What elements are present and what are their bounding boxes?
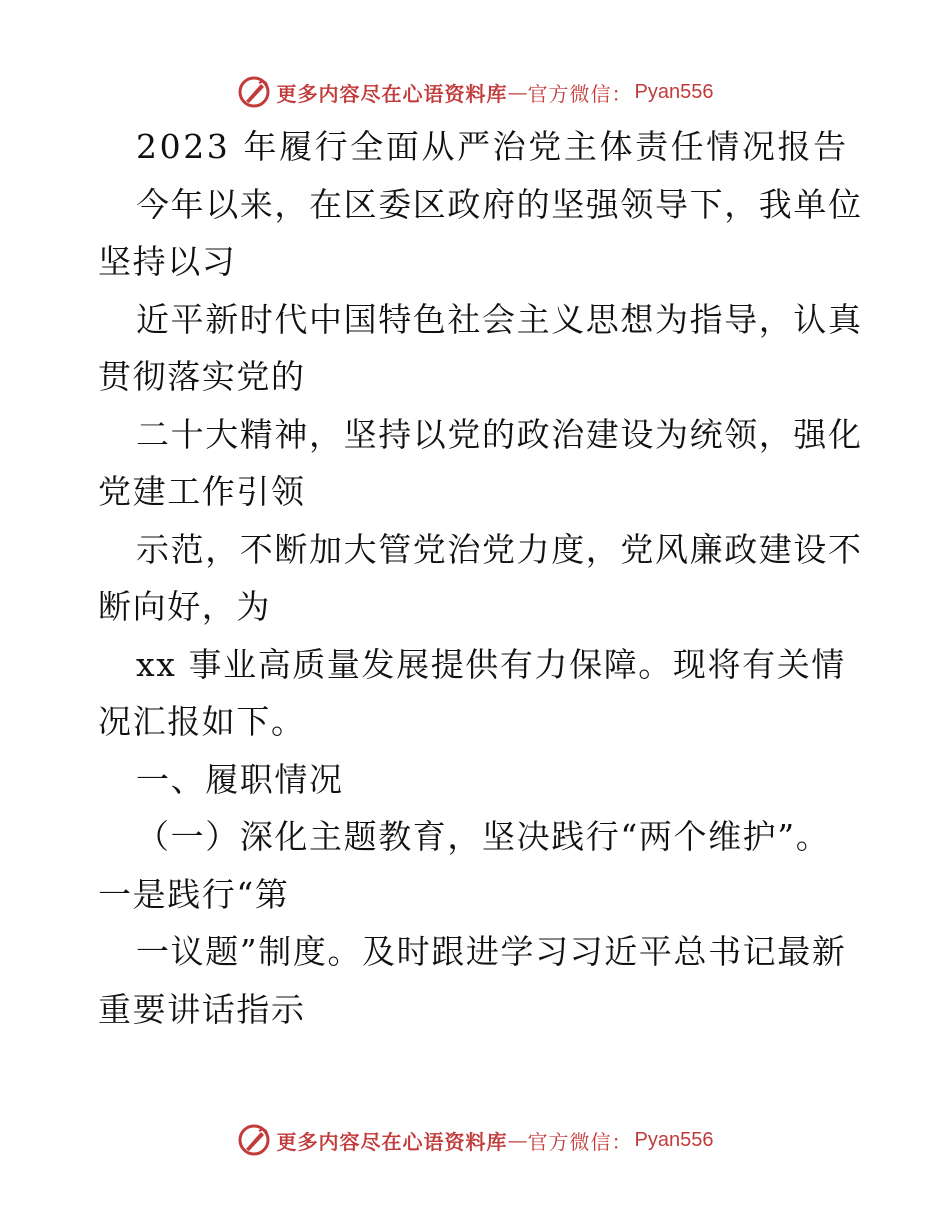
paragraph-line: 重要讲话指示: [98, 989, 306, 1029]
document-body: [98, 118, 863, 1038]
paragraph-line: 一议题”制度。及时跟进学习习近平总书记最新: [136, 932, 847, 971]
watermark-wechat-id: Pyan556: [634, 80, 714, 103]
paragraph-line: xx 事业高质量发展提供有力保障。现将有关情: [136, 644, 846, 684]
paragraph-line: 党建工作引领: [98, 472, 306, 511]
paragraph-line: 二十大精神，坚持以党的政治建设为统领，强化: [136, 414, 863, 454]
paragraph-line: 一是践行“第: [98, 874, 290, 914]
watermark-dash: —: [507, 80, 528, 104]
watermark-sub-text: 官方微信：: [527, 81, 633, 106]
document-title: 2023 年履行全面从严治党主体责任情况报告: [136, 127, 849, 166]
watermark-dash: —: [507, 1128, 528, 1152]
paragraph-line: 坚持以习: [98, 242, 237, 281]
subsection-heading: （一）深化主题教育，坚决践行“两个维护”。: [136, 817, 831, 856]
paragraph-line: 贯彻落实党的: [98, 357, 306, 396]
section-heading: 一、履职情况: [136, 759, 344, 799]
watermark-main-text: 更多内容尽在心语资料库: [276, 1129, 508, 1154]
quill-pen-logo-icon: [237, 75, 271, 109]
watermark-sub-text: 官方微信：: [527, 1129, 633, 1154]
paragraph-line: 今年以来，在区委区政府的坚强领导下，我单位: [136, 184, 863, 224]
paragraph-line: 示范，不断加大管党治党力度，党风廉政建设不: [136, 529, 863, 569]
paragraph-line: 断向好，为: [98, 587, 271, 626]
paragraph-line: 况汇报如下。: [98, 702, 306, 741]
paragraph-line: 近平新时代中国特色社会主义思想为指导，认真: [136, 299, 863, 339]
footer-watermark: [0, 1120, 950, 1160]
header-watermark: [0, 72, 950, 112]
watermark-main-text: 更多内容尽在心语资料库: [276, 81, 508, 106]
watermark-wechat-id: Pyan556: [634, 1128, 714, 1151]
quill-pen-logo-icon: [237, 1123, 271, 1157]
